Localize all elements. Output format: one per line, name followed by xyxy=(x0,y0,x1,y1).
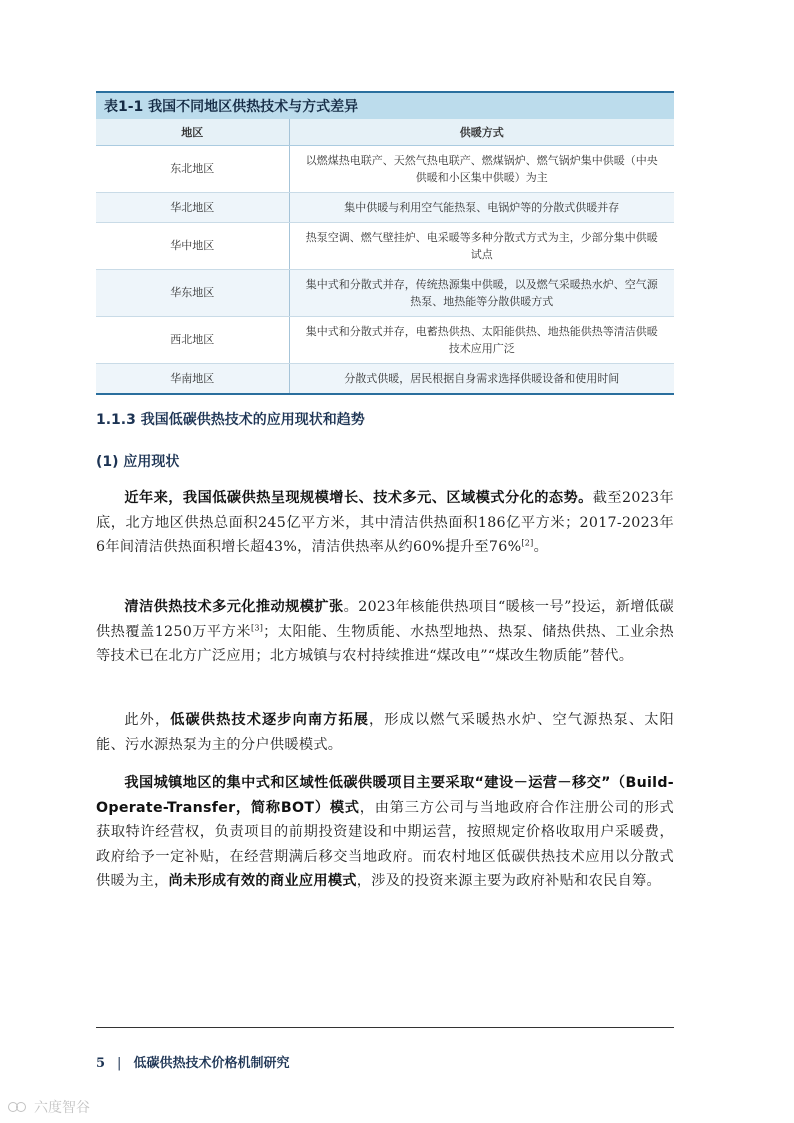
paragraph-south-expansion xyxy=(96,708,674,757)
watermark-logo-icon xyxy=(8,1100,28,1114)
footer-title: 低碳供热技术价格机制研究 xyxy=(133,1056,290,1071)
cell-method: 集中供暖与利用空气能热泵、电锅炉等的分散式供暖并存 xyxy=(289,192,674,222)
citation-ref[interactable]: [2] xyxy=(521,538,534,548)
table-title: 表1-1 我国不同地区供热技术与方式差异 xyxy=(96,91,674,119)
region-heating-table xyxy=(96,91,674,395)
watermark-text: 六度智谷 xyxy=(34,1100,90,1116)
paragraph-lead-bold: 近年来，我国低碳供热呈现规模增长、技术多元、区域模式分化的态势。 xyxy=(124,490,593,506)
subsection-heading: (1) 应用现状 xyxy=(96,454,180,470)
paragraph-text: ，涉及的投资来源主要为政府补贴和农民自筹。 xyxy=(356,873,662,889)
cell-region: 东北地区 xyxy=(96,145,289,192)
paragraph-text: ，由第三方公司与当地政府合作注册公司的形式获取特许经营权，负责项目的前期投资建设和中期运营，按照规定价格收取用户采暖费，政府给予一定补贴，在经营期满后移交当地政府。而农村地区低碳供热技术应用以分散式供暖为主， xyxy=(96,799,674,889)
page-number: 5 xyxy=(96,1056,106,1071)
cell-region: 华东地区 xyxy=(96,269,289,316)
paragraph-text: 。 xyxy=(533,539,549,555)
header-region: 地区 xyxy=(96,119,289,145)
paragraph-text: ；太阳能、生物质能、水热型地热、热泵、储热供热、工业余热等技术已在北方广泛应用；北方城镇与农村持续推进“煤改电”“煤改生物质能”替代。 xyxy=(96,623,674,664)
footer-divider xyxy=(96,1027,674,1028)
table-header-row xyxy=(96,119,674,145)
paragraph-emphasis-bold: 尚未形成有效的商业应用模式 xyxy=(168,873,357,889)
paragraph-text: ，形成以燃气采暖热水炉、空气源热泵、太阳能、污水源热泵为主的分户供暖模式。 xyxy=(96,712,674,753)
header-method: 供暖方式 xyxy=(289,119,674,145)
cell-method: 集中式和分散式并存，电蓄热供热、太阳能供热、地热能供热等清洁供暖技术应用广泛 xyxy=(289,316,674,363)
cell-method: 集中式和分散式并存，传统热源集中供暖，以及燃气采暖热水炉、空气源热泵、地热能等分散供暖方式 xyxy=(289,269,674,316)
paragraph-text: 此外， xyxy=(124,712,171,728)
paragraph-lead-bold: 清洁供热技术多元化推动规模扩张 xyxy=(124,599,344,615)
footer-separator: | xyxy=(117,1056,122,1071)
paragraph-scale-growth xyxy=(96,486,674,560)
paragraph-text: 截至2023年底，北方地区供热总面积245亿平方米，其中清洁供热面积186亿平方米；2017-2023年6年间清洁供热面积增长超43%，清洁供热率从约60%提升至76% xyxy=(96,490,674,555)
table-row xyxy=(96,222,674,269)
cell-region: 华北地区 xyxy=(96,192,289,222)
paragraph-bot-model xyxy=(96,771,674,894)
cell-region: 华南地区 xyxy=(96,363,289,394)
table-row xyxy=(96,145,674,192)
cell-method: 以燃煤热电联产、天然气热电联产、燃煤锅炉、燃气锅炉集中供暖（中央供暖和小区集中供暖）为主 xyxy=(289,145,674,192)
citation-ref[interactable]: [3] xyxy=(250,622,264,632)
page-footer xyxy=(96,1052,289,1071)
paragraph-text: 。2023年核能供热项目“暖核一号”投运，新增低碳供热覆盖1250万平方米 xyxy=(96,599,674,640)
cell-region: 西北地区 xyxy=(96,316,289,363)
paragraph-tech-diversification xyxy=(96,595,674,669)
watermark xyxy=(8,1097,90,1117)
paragraph-lead-bold: 我国城镇地区的集中式和区域性低碳供暖项目主要采取“建设－运营－移交”（Build-Operate-Transfer，简称BOT）模式 xyxy=(96,775,674,816)
table-row xyxy=(96,316,674,363)
heating-comparison-table xyxy=(96,119,674,395)
table-row xyxy=(96,192,674,222)
cell-method: 分散式供暖，居民根据自身需求选择供暖设备和使用时间 xyxy=(289,363,674,394)
cell-method: 热泵空调、燃气壁挂炉、电采暖等多种分散式方式为主，少部分集中供暖试点 xyxy=(289,222,674,269)
cell-region: 华中地区 xyxy=(96,222,289,269)
table-row xyxy=(96,363,674,394)
table-row xyxy=(96,269,674,316)
section-heading: 1.1.3 我国低碳供热技术的应用现状和趋势 xyxy=(96,412,365,428)
paragraph-lead-bold: 低碳供热技术逐步向南方拓展 xyxy=(170,712,370,728)
